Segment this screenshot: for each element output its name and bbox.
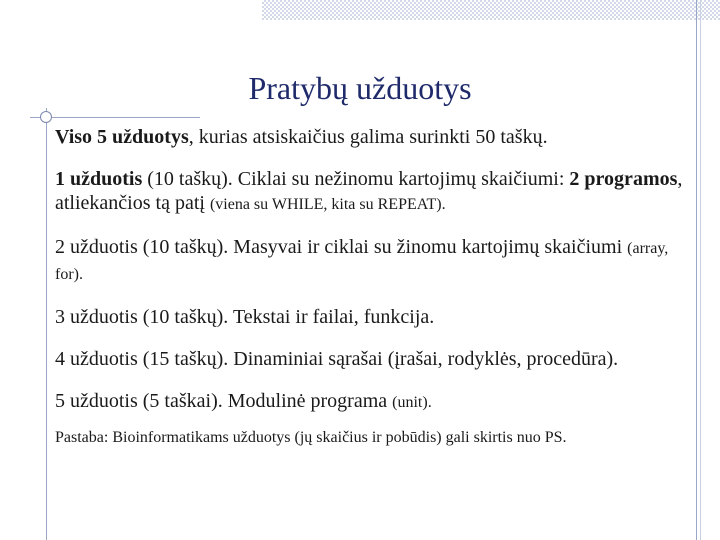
item-small-text: (unit). xyxy=(392,394,432,411)
item-bold-text: 2 programos xyxy=(569,168,678,190)
list-item-task-5 xyxy=(55,389,695,415)
decorative-checker-band xyxy=(262,0,720,20)
item-bold-text: 1 užduotis xyxy=(55,168,143,190)
item-text: 3 užduotis (10 taškų). Tekstai ir failai, funkcija. xyxy=(55,306,435,328)
item-text: 5 užduotis (5 taškai). Modulinė programa xyxy=(55,390,393,412)
list-item-task-2 xyxy=(55,235,695,287)
item-small-text: (viena su WHILE, kita su REPEAT). xyxy=(209,196,446,213)
decorative-title-underline xyxy=(30,117,200,118)
list-item-task-4 xyxy=(55,347,695,371)
item-bold-text: Viso 5 užduotys xyxy=(55,126,189,148)
list-item-task-3 xyxy=(55,305,695,329)
decorative-left-line xyxy=(46,108,47,540)
item-text: , atliekančios tą patį xyxy=(55,168,683,214)
list-item-total xyxy=(55,125,695,149)
slide-body xyxy=(55,125,695,448)
item-small-text: (array, for). xyxy=(55,240,669,283)
list-item-task-1 xyxy=(55,167,695,217)
slide-title: Pratybų užduotys xyxy=(248,70,472,106)
item-text: 2 užduotis (10 taškų). Masyvai ir ciklai su žinomu kartojimų skaičiumi xyxy=(55,236,628,258)
item-text: 4 užduotis (15 taškų). Dinaminiai sąrašai (įrašai, rodyklės, procedūra). xyxy=(55,348,619,370)
note-text: Pastaba: Bioinformatikams užduotys (jų skaičius ir pobūdis) gali skirtis nuo PS. xyxy=(55,429,567,446)
item-text: , kurias atsiskaičius galima surinkti 50 taškų. xyxy=(188,126,548,148)
item-text: (10 taškų). Ciklai su nežinomu kartojimų skaičiumi: xyxy=(142,168,570,190)
decorative-circle-icon xyxy=(40,111,52,123)
